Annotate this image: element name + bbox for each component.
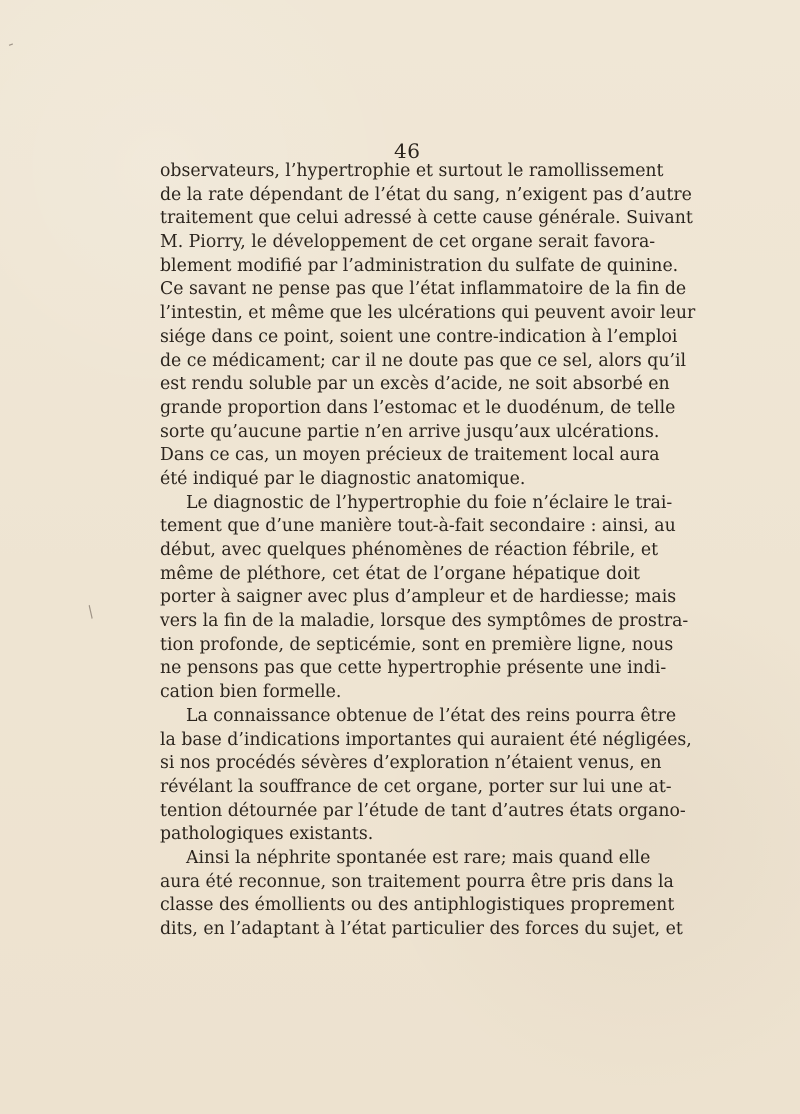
paragraph-3-line-3: si nos procédés sévères d’exploration n’étaient venus, en <box>160 753 662 774</box>
paragraph-2-line-2: tement que d’une manière tout-à-fait secondaire : ainsi, au <box>160 516 676 537</box>
paragraph-2-line-3: début, avec quelques phénomènes de réaction fébrile, et <box>160 540 659 560</box>
paragraph-1-line-9: de ce médicament; car il ne doute pas que ce sel, alors qu’il <box>160 350 687 371</box>
paragraph-1-line-11: grande proportion dans l’estomac et le duodénum, de telle <box>160 397 676 418</box>
paragraph-1-line-14: été indiqué par le diagnostic anatomique. <box>160 468 526 489</box>
paragraph-1-line-1: observateurs, l’hypertrophie et surtout le ramollissement <box>160 161 664 181</box>
page-number: 46 <box>394 139 421 163</box>
margin-mark: - <box>4 33 17 54</box>
paragraph-1-line-10: est rendu soluble par un excès d’acide, ne soit absorbé en <box>160 374 670 395</box>
paragraph-2-line-8: ne pensons pas que cette hypertrophie présente une indi- <box>160 658 667 679</box>
paragraph-4-line-3: classe des émollients ou des antiphlogistiques proprement <box>160 895 675 916</box>
paragraph-1-line-13: Dans ce cas, un moyen précieux de traitement local aura <box>160 445 660 466</box>
paragraph-2-line-5: porter à saigner avec plus d’ampleur et de hardiesse; mais <box>160 587 677 608</box>
paragraph-1-line-12: sorte qu’aucune partie n’en arrive jusqu’aux ulcérations. <box>160 421 660 442</box>
paragraph-3-line-2: la base d’indications importantes qui auraient été négligées, <box>160 729 692 750</box>
paragraph-4-line-1: Ainsi la néphrite spontanée est rare; mais quand elle <box>186 847 651 868</box>
paragraph-3-line-6: pathologiques existants. <box>160 824 374 845</box>
paragraph-2-line-1: Le diagnostic de l’hypertrophie du foie n’éclaire le trai- <box>186 492 673 513</box>
paragraph-1-line-7: l’intestin, et même que les ulcérations qui peuvent avoir leur <box>160 303 696 324</box>
document-body <box>160 160 696 942</box>
paragraph-1-line-2: de la rate dépendant de l’état du sang, n’exigent pas d’autre <box>160 184 692 205</box>
paragraph-1-line-4: M. Piorry, le développement de cet organe serait favora- <box>160 232 656 253</box>
paragraph-2-line-4: même de pléthore, cet état de l’organe hépatique doit <box>160 563 640 584</box>
paragraph-1-line-3: traitement que celui adressé à cette cause générale. Suivant <box>160 208 693 229</box>
paragraph-3-line-5: tention détournée par l’étude de tant d’autres états organo- <box>160 800 686 821</box>
paragraph-1-line-8: siége dans ce point, soient une contre-indication à l’emploi <box>160 326 678 347</box>
paragraph-2-line-7: tion profonde, de septicémie, sont en première ligne, nous <box>160 634 674 655</box>
paragraph-2-line-6: vers la fin de la maladie, lorsque des symptômes de prostra- <box>160 611 689 632</box>
margin-mark: / <box>83 601 98 622</box>
paragraph-4-line-4: dits, en l’adaptant à l’état particulier des forces du sujet, et <box>160 919 683 939</box>
paragraph-1-line-5: blement modifié par l’administration du sulfate de quinine. <box>160 255 679 276</box>
paragraph-3-line-1: La connaissance obtenue de l’état des reins pourra être <box>186 705 677 726</box>
paragraph-1-line-6: Ce savant ne pense pas que l’état inflammatoire de la fin de <box>160 279 687 300</box>
paragraph-2-line-9: cation bien formelle. <box>160 682 342 703</box>
paragraph-3-line-4: révélant la souffrance de cet organe, porter sur lui une at- <box>160 776 672 797</box>
paragraph-4-line-2: aura été reconnue, son traitement pourra être pris dans la <box>160 871 674 892</box>
